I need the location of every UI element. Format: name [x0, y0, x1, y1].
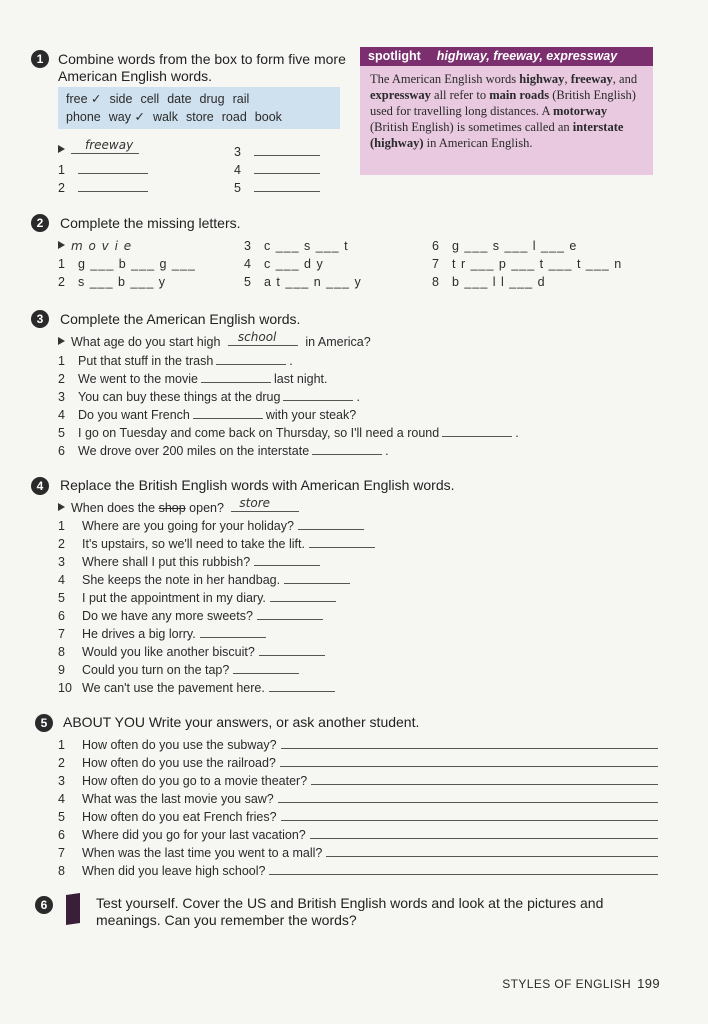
- item-number: 1: [58, 257, 66, 271]
- exercise-1-heading: Combine words from the box to form five more American English words.: [58, 51, 346, 84]
- letter-gaps[interactable]: a t ___ n ___ y: [264, 275, 362, 289]
- item-number: 5: [58, 426, 65, 440]
- ex5-item: [58, 809, 658, 825]
- item-number: 8: [58, 864, 65, 878]
- ex3-item: [58, 425, 519, 441]
- exercise-4-number: 4: [31, 477, 49, 495]
- book-icon: [66, 893, 80, 925]
- question-text: How often do you use the railroad?: [82, 756, 276, 770]
- ex2-item: [244, 274, 362, 290]
- sentence-text: I put the appointment in my diary.: [82, 591, 266, 605]
- item-number: 5: [244, 275, 252, 289]
- word-box: [58, 87, 340, 129]
- key-term: highway: [519, 72, 565, 86]
- item-number: 2: [58, 181, 65, 195]
- sentence-text: .: [356, 390, 360, 404]
- ex5-item: [58, 827, 658, 843]
- sentence-text: .: [385, 444, 389, 458]
- letter-gaps[interactable]: t r ___ p ___ t ___ t ___ n: [452, 257, 623, 271]
- handwritten-answer: school: [237, 330, 277, 344]
- spotlight-box: [360, 47, 653, 175]
- ex5-item: [58, 755, 658, 771]
- item-number: 7: [58, 846, 65, 860]
- item-number: 7: [432, 257, 440, 271]
- ex3-item: [58, 353, 293, 369]
- box-word: store: [185, 110, 214, 124]
- item-number: 3: [58, 390, 65, 404]
- ex4-item: [58, 554, 320, 570]
- answer-line[interactable]: [312, 443, 382, 455]
- ex5-item: [58, 863, 658, 879]
- answer-line[interactable]: [254, 144, 320, 156]
- sentence-text: last night.: [273, 372, 328, 386]
- answer-line[interactable]: [309, 536, 375, 548]
- item-number: 10: [58, 681, 72, 695]
- box-word: cell: [140, 92, 160, 106]
- ex2-item: [432, 256, 622, 272]
- item-number: 4: [58, 408, 65, 422]
- ex1-item: [234, 144, 320, 160]
- ex2-item: [58, 256, 196, 272]
- ex2-item: [432, 238, 577, 254]
- letter-gaps[interactable]: c ___ d y: [264, 257, 324, 271]
- answer-line[interactable]: [259, 644, 325, 656]
- item-number: 2: [58, 372, 65, 386]
- item-number: 6: [432, 239, 440, 253]
- spotlight-text-segment: in American English.: [423, 136, 533, 150]
- letter-gaps[interactable]: s ___ b ___ y: [78, 275, 167, 289]
- ex5-item: [58, 737, 658, 753]
- item-number: 7: [58, 627, 65, 641]
- answer-line[interactable]: [233, 662, 299, 674]
- answer-line[interactable]: [280, 755, 658, 767]
- answer-line[interactable]: [269, 863, 658, 875]
- item-number: 3: [58, 555, 65, 569]
- sentence-text: Would you like another biscuit?: [82, 645, 255, 659]
- answer-line[interactable]: [311, 773, 658, 785]
- sentence-text: Where shall I put this rubbish?: [82, 555, 251, 569]
- ex2-item: [244, 256, 324, 272]
- sentence-text: with your steak?: [265, 408, 357, 422]
- ex3-item: [58, 407, 356, 423]
- sentence-text: We drove over 200 miles on the interstate: [78, 444, 310, 458]
- box-word: way ✓: [108, 110, 145, 124]
- page-footer: [502, 976, 660, 991]
- ex5-item: [58, 845, 658, 861]
- item-number: 1: [58, 163, 65, 177]
- sentence-text: Put that stuff in the trash: [78, 354, 214, 368]
- sentence-text: We went to the movie: [78, 372, 198, 386]
- item-number: 1: [58, 738, 65, 752]
- answer-line[interactable]: [284, 572, 350, 584]
- item-number: 1: [58, 354, 65, 368]
- handwritten-answer: freeway: [85, 138, 134, 152]
- item-number: 1: [58, 519, 65, 533]
- item-number: 4: [244, 257, 252, 271]
- letter-gaps[interactable]: g ___ b ___ g ___: [78, 257, 196, 271]
- answer-line[interactable]: [254, 180, 320, 192]
- question-text: How often do you use the subway?: [82, 738, 277, 752]
- sentence-text: You can buy these things at the drug: [78, 390, 281, 404]
- item-number: 6: [58, 444, 65, 458]
- box-word: free ✓: [66, 92, 102, 106]
- item-number: 2: [58, 537, 65, 551]
- item-number: 3: [234, 145, 241, 159]
- item-number: 5: [58, 591, 65, 605]
- item-number: 4: [234, 163, 241, 177]
- box-word: drug: [199, 92, 225, 106]
- answer-line[interactable]: [254, 162, 320, 174]
- ex4-item: [58, 572, 350, 588]
- handwritten-answer: store: [239, 496, 271, 510]
- question-text: When was the last time you went to a mall?: [82, 846, 323, 860]
- answer-line[interactable]: [193, 407, 263, 419]
- box-word: walk: [152, 110, 178, 124]
- ex4-item: [58, 644, 325, 660]
- letter-gaps[interactable]: c ___ s ___ t: [264, 239, 349, 253]
- item-number: 6: [58, 828, 65, 842]
- answer-line[interactable]: [231, 496, 299, 512]
- ex5-item: [58, 773, 658, 789]
- item-number: 6: [58, 609, 65, 623]
- sentence-text: He drives a big lorry.: [82, 627, 196, 641]
- answer-line[interactable]: [298, 518, 364, 530]
- key-term: interstate (highway): [370, 120, 624, 150]
- sentence-text: .: [289, 354, 293, 368]
- box-word: side: [109, 92, 133, 106]
- item-number: 8: [58, 645, 65, 659]
- spotlight-text-segment: ,: [564, 72, 571, 86]
- sentence-text: We can't use the pavement here.: [82, 681, 265, 695]
- answer-line[interactable]: [326, 845, 658, 857]
- answer-line[interactable]: [228, 330, 298, 346]
- answer-line[interactable]: [201, 371, 271, 383]
- ex1-item: [234, 162, 320, 178]
- key-term: freeway: [570, 72, 613, 86]
- item-number: 3: [58, 774, 65, 788]
- question-text: How often do you eat French fries?: [82, 810, 277, 824]
- answer-line[interactable]: [78, 180, 148, 192]
- sentence-text: What age do you start high: [71, 335, 221, 349]
- spotlight-text-segment: The American English words: [370, 72, 520, 86]
- spotlight-text-segment: all refer to: [430, 88, 490, 102]
- answer-line[interactable]: [310, 827, 658, 839]
- box-word: book: [254, 110, 282, 124]
- exercise-4-heading: Replace the British English words with American English words.: [60, 477, 455, 493]
- ex3-item: [58, 371, 327, 387]
- answer-line[interactable]: [278, 791, 658, 803]
- exercise-3-number: 3: [31, 310, 49, 328]
- item-number: 4: [58, 792, 65, 806]
- item-number: 9: [58, 663, 65, 677]
- question-text: How often do you go to a movie theater?: [82, 774, 308, 788]
- struck-word: shop: [158, 501, 186, 515]
- exercise-5-heading: ABOUT YOU Write your answers, or ask another student.: [63, 714, 420, 730]
- answer-line[interactable]: [270, 590, 336, 602]
- answer-line[interactable]: [216, 353, 286, 365]
- ex1-example-row: [58, 138, 139, 158]
- sentence-text: Do you want French: [78, 408, 190, 422]
- exercise-2-number: 2: [31, 214, 49, 232]
- ex4-example: [58, 496, 299, 516]
- answer-line[interactable]: [283, 389, 353, 401]
- ex3-item: [58, 389, 360, 405]
- item-number: 4: [58, 573, 65, 587]
- exercise-3-heading: Complete the American English words.: [60, 311, 301, 327]
- spotlight-text-segment: (British English) used for travelling long distances. A: [370, 88, 636, 118]
- ex4-item: [58, 626, 266, 642]
- ex4-item: [58, 536, 375, 552]
- ex4-item: [58, 680, 335, 696]
- answer-line[interactable]: [269, 680, 335, 692]
- answer-line[interactable]: [442, 425, 512, 437]
- ex4-item: [58, 662, 299, 678]
- exercise-6-number: 6: [35, 896, 53, 914]
- question-text: What was the last movie you saw?: [82, 792, 274, 806]
- item-number: 5: [58, 810, 65, 824]
- spotlight-words: highway, freeway, expressway: [436, 49, 618, 63]
- sentence-text: Do we have any more sweets?: [82, 609, 253, 623]
- letter-gaps[interactable]: g ___ s ___ l ___ e: [452, 239, 578, 253]
- ex3-item: [58, 443, 389, 459]
- page-number: 199: [637, 976, 660, 991]
- item-number: 2: [58, 275, 66, 289]
- ex2-item: [58, 274, 166, 290]
- ex4-item: [58, 608, 323, 624]
- ex1-item: [58, 180, 148, 196]
- sentence-text: When does the: [71, 501, 156, 515]
- exercise-6-heading: Test yourself. Cover the US and British English words and look at the pictures and meanings. Can you remember the words?: [96, 895, 604, 928]
- arrow-icon: [58, 337, 65, 345]
- answer-line[interactable]: [254, 554, 320, 566]
- ex4-item: [58, 518, 364, 534]
- answer-line[interactable]: [71, 138, 139, 154]
- letter-gaps[interactable]: b ___ l l ___ d: [452, 275, 546, 289]
- key-term: expressway: [370, 88, 431, 102]
- spotlight-text-segment: (British English) is sometimes called an: [370, 120, 573, 134]
- item-number: 8: [432, 275, 440, 289]
- box-word: rail: [232, 92, 250, 106]
- ex3-example: [58, 330, 371, 350]
- box-word: date: [167, 92, 192, 106]
- key-term: motorway: [552, 104, 608, 118]
- box-word: phone: [66, 110, 101, 124]
- sentence-text: in America?: [305, 335, 371, 349]
- answer-line[interactable]: [281, 809, 658, 821]
- handwritten-answer: m o v i e: [71, 239, 133, 253]
- ex2-example: [58, 238, 132, 254]
- key-term: main roads: [489, 88, 550, 102]
- question-text: Where did you go for your last vacation?: [82, 828, 306, 842]
- exercise-1-number: 1: [31, 50, 49, 68]
- spotlight-tag: spotlight: [368, 49, 421, 63]
- ex5-item: [58, 791, 658, 807]
- sentence-text: .: [515, 426, 519, 440]
- question-text: When did you leave high school?: [82, 864, 266, 878]
- spotlight-header: [360, 47, 653, 66]
- ex2-item: [244, 238, 349, 254]
- arrow-icon: [58, 145, 65, 153]
- sentence-text: Could you turn on the tap?: [82, 663, 230, 677]
- exercise-2-heading: Complete the missing letters.: [60, 215, 241, 231]
- section-title: STYLES OF ENGLISH: [502, 977, 632, 991]
- sentence-text: Where are you going for your holiday?: [82, 519, 294, 533]
- arrow-icon: [58, 503, 65, 511]
- arrow-icon: [58, 241, 65, 249]
- answer-line[interactable]: [78, 162, 148, 174]
- box-word: road: [221, 110, 247, 124]
- spotlight-text-segment: , and: [612, 72, 638, 86]
- sentence-text: She keeps the note in her handbag.: [82, 573, 281, 587]
- item-number: 2: [58, 756, 65, 770]
- ex1-item: [234, 180, 320, 196]
- exercise-5-number: 5: [35, 714, 53, 732]
- answer-line[interactable]: [281, 737, 658, 749]
- answer-line[interactable]: [257, 608, 323, 620]
- sentence-text: open?: [189, 501, 224, 515]
- answer-line[interactable]: [200, 626, 266, 638]
- item-number: 3: [244, 239, 252, 253]
- ex4-item: [58, 590, 336, 606]
- sentence-text: I go on Tuesday and come back on Thursday, so I'll need a round: [78, 426, 440, 440]
- spotlight-text: [360, 66, 653, 151]
- ex2-item: [432, 274, 546, 290]
- item-number: 5: [234, 181, 241, 195]
- sentence-text: It's upstairs, so we'll need to take the lift.: [82, 537, 305, 551]
- ex1-item: [58, 162, 148, 178]
